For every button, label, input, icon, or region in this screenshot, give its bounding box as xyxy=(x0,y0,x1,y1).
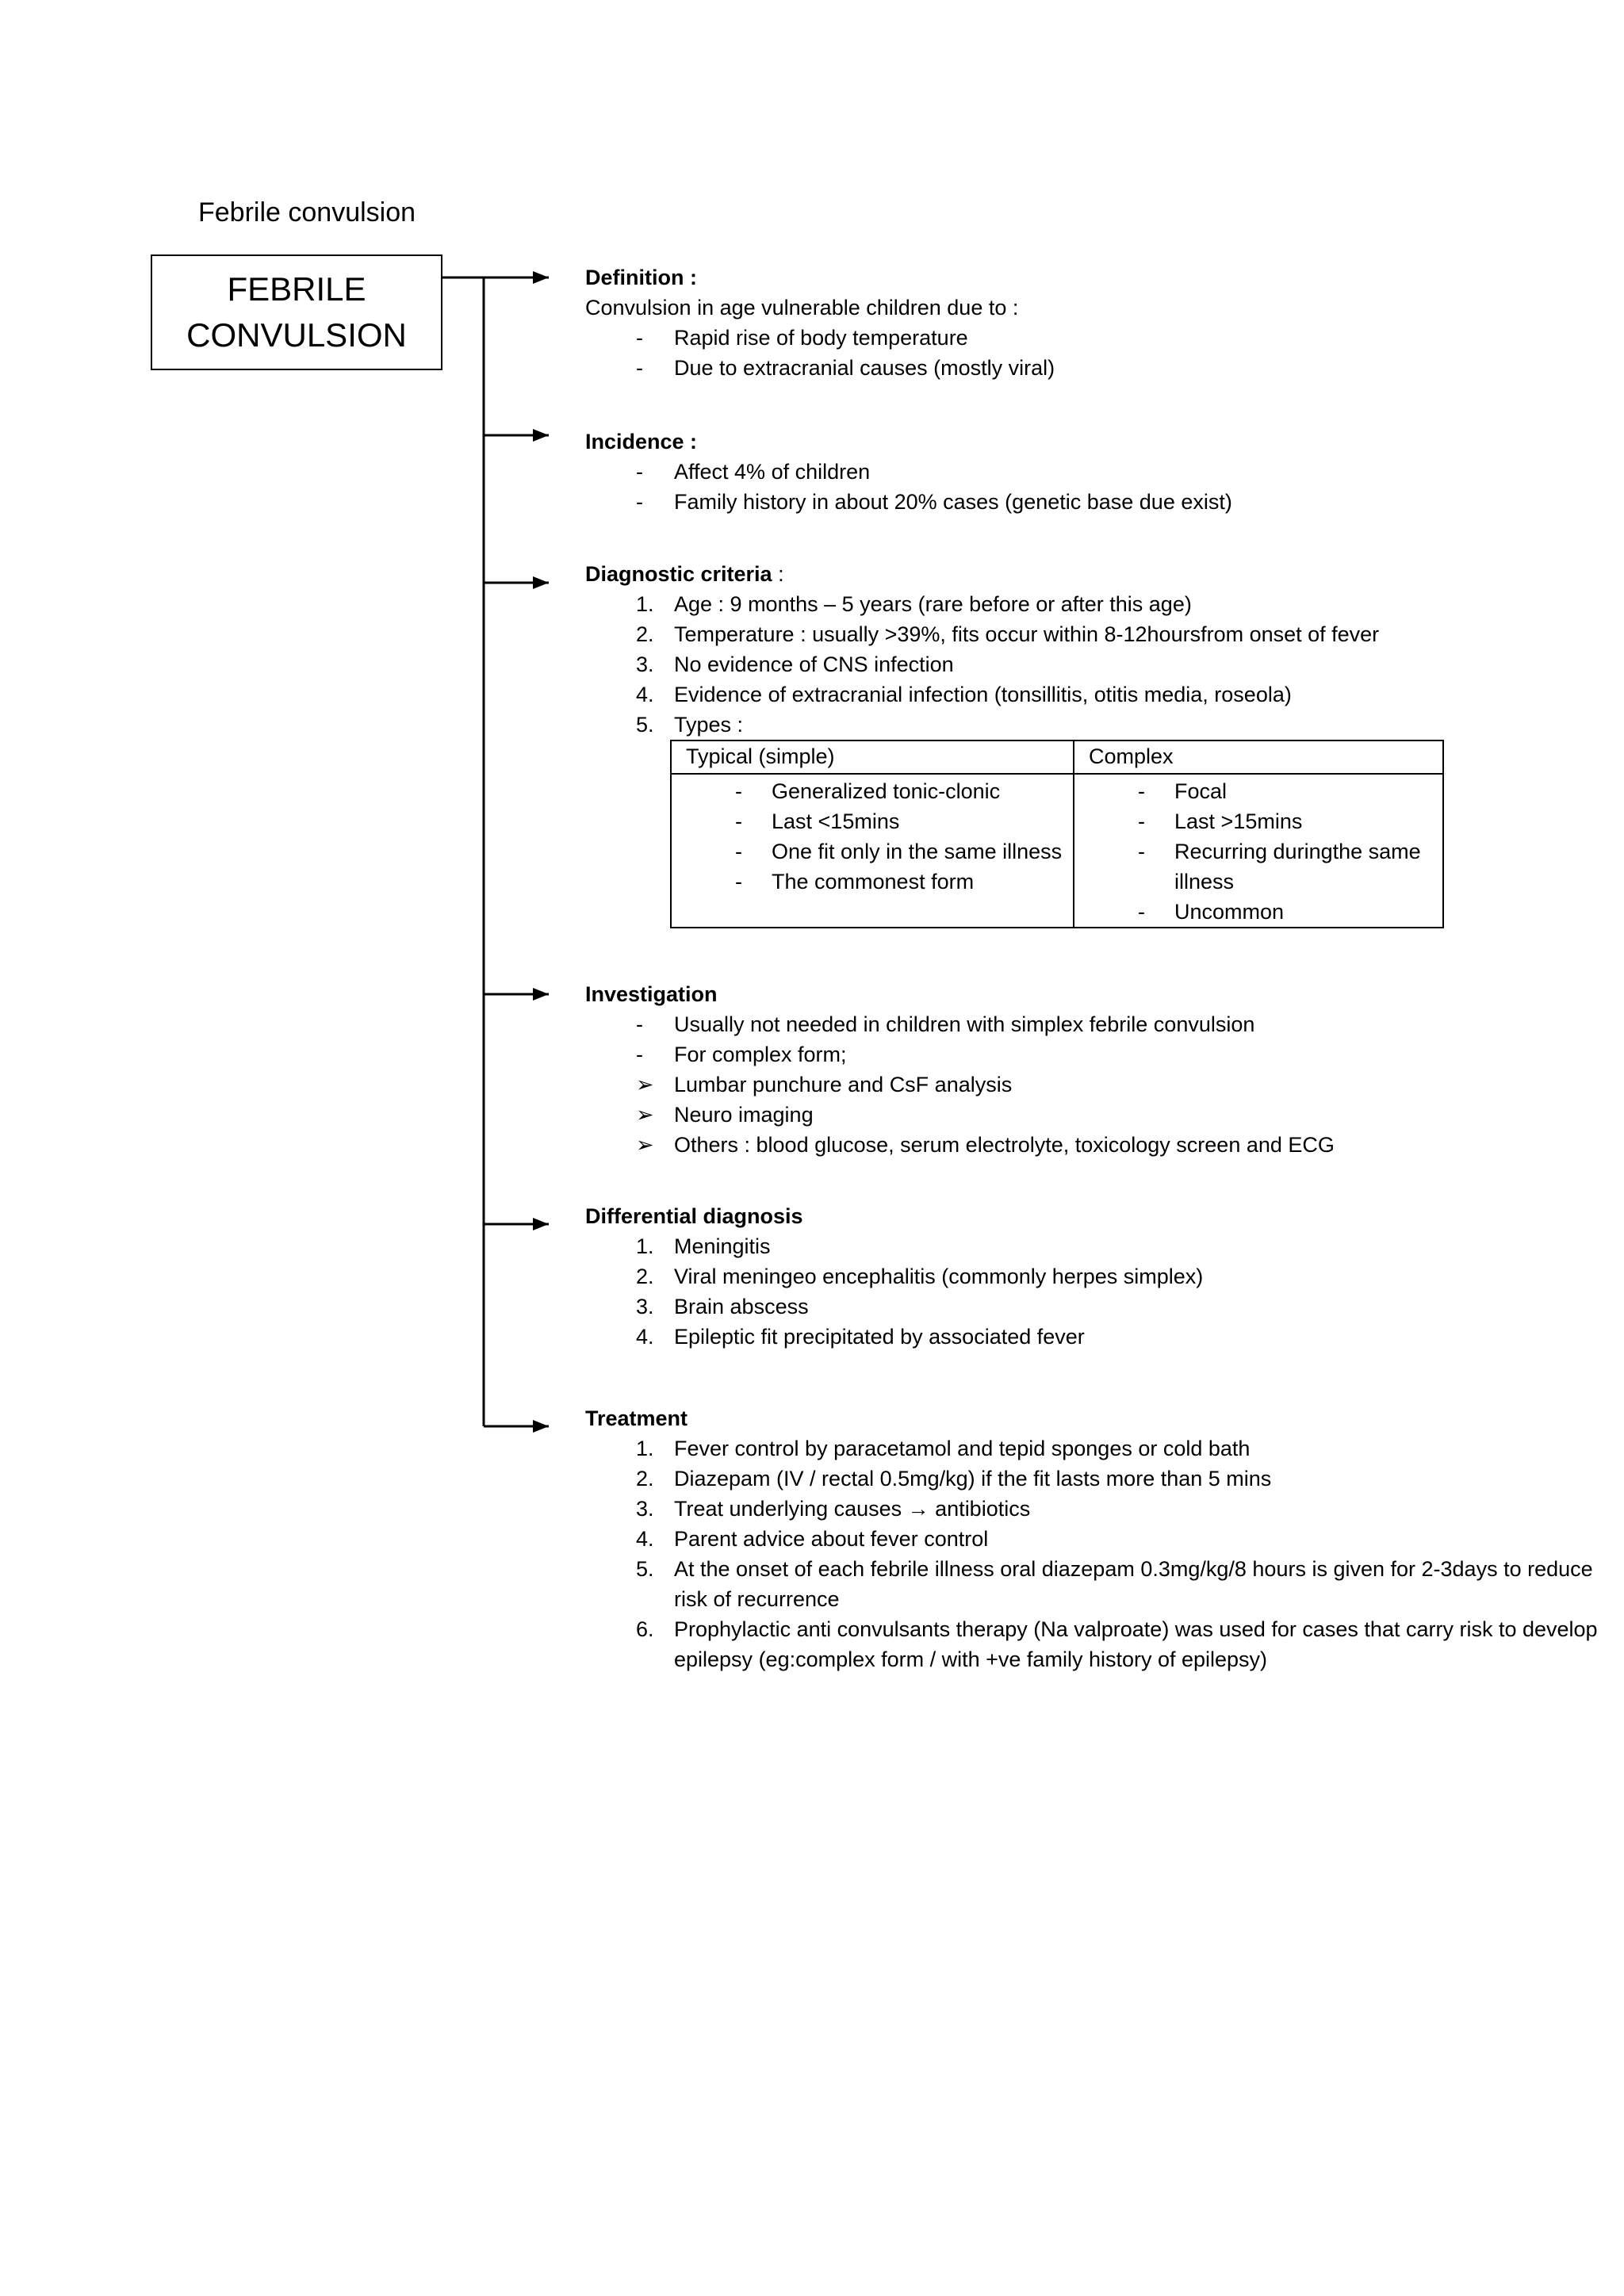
list-marker: - xyxy=(735,870,742,894)
list-item xyxy=(585,1261,1608,1292)
list-marker: - xyxy=(636,326,643,350)
incidence-heading: Incidence : xyxy=(585,430,698,453)
list-item-text: Uncommon xyxy=(1174,900,1285,924)
arrowhead-bullet-icon: ➢ xyxy=(636,1103,654,1127)
list-marker: 2. xyxy=(636,1467,654,1490)
definition-intro: Convulsion in age vulnerable children due to : xyxy=(585,296,1019,320)
section-differential xyxy=(585,1201,1608,1352)
table-header-complex: Complex xyxy=(1074,740,1443,774)
list-marker: - xyxy=(636,460,643,484)
list-item-text: One fit only in the same illness xyxy=(772,840,1063,863)
list-item xyxy=(585,487,1608,517)
list-marker: - xyxy=(1138,840,1145,863)
list-marker: 6. xyxy=(636,1617,654,1641)
differential-heading: Differential diagnosis xyxy=(585,1204,803,1228)
cell-list-item xyxy=(686,867,1073,897)
table-header-typical: Typical (simple) xyxy=(671,740,1074,774)
list-item-text: Generalized tonic-clonic xyxy=(772,779,1001,803)
list-item-text: Meningitis xyxy=(674,1234,771,1258)
list-item xyxy=(585,1464,1608,1494)
list-item-text: Others : blood glucose, serum electrolyte, toxicology screen and ECG xyxy=(674,1133,1335,1157)
list-item-text: No evidence of CNS infection xyxy=(674,652,954,676)
table-cell-typical xyxy=(671,774,1074,928)
list-marker: 2. xyxy=(636,622,654,646)
list-marker: - xyxy=(636,1012,643,1036)
list-item xyxy=(585,457,1608,487)
arrowhead-bullet-icon: ➢ xyxy=(636,1073,654,1096)
list-marker: - xyxy=(735,779,742,803)
list-item-text: Last <15mins xyxy=(772,809,900,833)
list-item-text: Neuro imaging xyxy=(674,1103,814,1127)
list-item-text: Epileptic fit precipitated by associated fever xyxy=(674,1325,1085,1349)
list-marker: - xyxy=(1138,809,1145,833)
definition-heading: Definition : xyxy=(585,266,697,289)
list-item xyxy=(585,589,1608,619)
list-item xyxy=(585,1292,1608,1322)
list-marker: 5. xyxy=(636,1557,654,1581)
list-marker: 1. xyxy=(636,1234,654,1258)
diagnostic-heading-line xyxy=(585,559,1608,589)
list-marker: 1. xyxy=(636,1437,654,1460)
list-item-text: Age : 9 months – 5 years (rare before or after this age) xyxy=(674,592,1192,616)
list-marker: 3. xyxy=(636,1497,654,1521)
list-item-text: Types : xyxy=(674,713,744,737)
list-item-text: Lumbar punchure and CsF analysis xyxy=(674,1073,1013,1096)
topic-box-line-2: CONVULSION xyxy=(186,316,407,354)
list-marker: 4. xyxy=(636,1325,654,1349)
list-marker: 4. xyxy=(636,683,654,706)
list-item xyxy=(585,1433,1608,1464)
cell-list-item xyxy=(1089,836,1442,897)
list-item-text: Evidence of extracranial infection (tonsillitis, otitis media, roseola) xyxy=(674,683,1292,706)
list-item-text: Family history in about 20% cases (genetic base due exist) xyxy=(674,490,1232,514)
table-cell-complex xyxy=(1074,774,1443,928)
section-incidence xyxy=(585,427,1608,517)
list-item-text: At the onset of each febrile illness oral diazepam 0.3mg/kg/8 hours is given for 2-3days to reduce risk of recurrence xyxy=(674,1557,1593,1611)
list-item xyxy=(585,710,1608,740)
list-marker: 5. xyxy=(636,713,654,737)
list-marker: 4. xyxy=(636,1527,654,1551)
list-marker: 1. xyxy=(636,592,654,616)
list-item xyxy=(585,1322,1608,1352)
list-item xyxy=(585,323,1608,353)
list-item-text: The commonest form xyxy=(772,870,975,894)
list-item-text: Fever control by paracetamol and tepid sponges or cold bath xyxy=(674,1437,1251,1460)
list-marker: - xyxy=(636,1043,643,1066)
topic-box-line-1: FEBRILE xyxy=(227,270,366,308)
list-item xyxy=(585,679,1608,710)
list-item xyxy=(585,619,1608,649)
types-table xyxy=(670,740,1444,928)
list-item xyxy=(585,1130,1608,1160)
section-diagnostic xyxy=(585,559,1608,928)
investigation-heading: Investigation xyxy=(585,982,718,1006)
list-item xyxy=(585,1494,1608,1524)
cell-list-item xyxy=(1089,806,1442,836)
list-marker: - xyxy=(735,809,742,833)
list-item-text: Diazepam (IV / rectal 0.5mg/kg) if the fit lasts more than 5 mins xyxy=(674,1467,1272,1490)
list-item-text: Due to extracranial causes (mostly viral) xyxy=(674,356,1055,380)
list-item xyxy=(585,1009,1608,1039)
list-item-text: Viral meningeo encephalitis (commonly herpes simplex) xyxy=(674,1265,1204,1288)
cell-list-item xyxy=(686,776,1073,806)
section-investigation xyxy=(585,979,1608,1160)
list-marker: - xyxy=(636,490,643,514)
list-marker: - xyxy=(1138,779,1145,803)
list-item xyxy=(585,1554,1608,1614)
section-definition xyxy=(585,262,1608,383)
cell-list-item xyxy=(686,836,1073,867)
list-item-text: Recurring duringthe same illness xyxy=(1174,840,1421,894)
list-marker: - xyxy=(735,840,742,863)
list-item xyxy=(585,1100,1608,1130)
list-marker: - xyxy=(636,356,643,380)
list-item xyxy=(585,1524,1608,1554)
cell-list-item xyxy=(1089,897,1442,927)
list-item-text: Parent advice about fever control xyxy=(674,1527,989,1551)
list-item-text: Last >15mins xyxy=(1174,809,1303,833)
arrowhead-bullet-icon: ➢ xyxy=(636,1133,654,1157)
list-item-text: Temperature : usually >39%, fits occur within 8-12hoursfrom onset of fever xyxy=(674,622,1380,646)
list-item-text: Treat underlying causes → antibiotics xyxy=(674,1497,1031,1521)
list-item-text: Affect 4% of children xyxy=(674,460,871,484)
list-item-text: Focal xyxy=(1174,779,1228,803)
list-item-text: Prophylactic anti convulsants therapy (Na valproate) was used for cases that carry risk to develop epilepsy (eg:complex form / with +ve family history of epilepsy) xyxy=(674,1617,1598,1671)
list-marker: 3. xyxy=(636,652,654,676)
list-marker: - xyxy=(1138,900,1145,924)
cell-list-item xyxy=(1089,776,1442,806)
list-marker: 3. xyxy=(636,1295,654,1318)
page-title: Febrile convulsion xyxy=(198,197,416,228)
list-item xyxy=(585,1614,1608,1674)
list-item-text: Brain abscess xyxy=(674,1295,809,1318)
list-item xyxy=(585,353,1608,383)
list-item xyxy=(585,649,1608,679)
list-item-text: For complex form; xyxy=(674,1043,847,1066)
list-marker: 2. xyxy=(636,1265,654,1288)
list-item-text: Usually not needed in children with simplex febrile convulsion xyxy=(674,1012,1255,1036)
diagnostic-heading: Diagnostic criteria xyxy=(585,562,772,586)
list-item xyxy=(585,1039,1608,1070)
treatment-heading: Treatment xyxy=(585,1406,688,1430)
list-item-text: Rapid rise of body temperature xyxy=(674,326,968,350)
diagnostic-heading-suffix: : xyxy=(772,562,784,586)
list-item xyxy=(585,1231,1608,1261)
list-item xyxy=(585,1070,1608,1100)
cell-list-item xyxy=(686,806,1073,836)
section-treatment xyxy=(585,1403,1608,1674)
